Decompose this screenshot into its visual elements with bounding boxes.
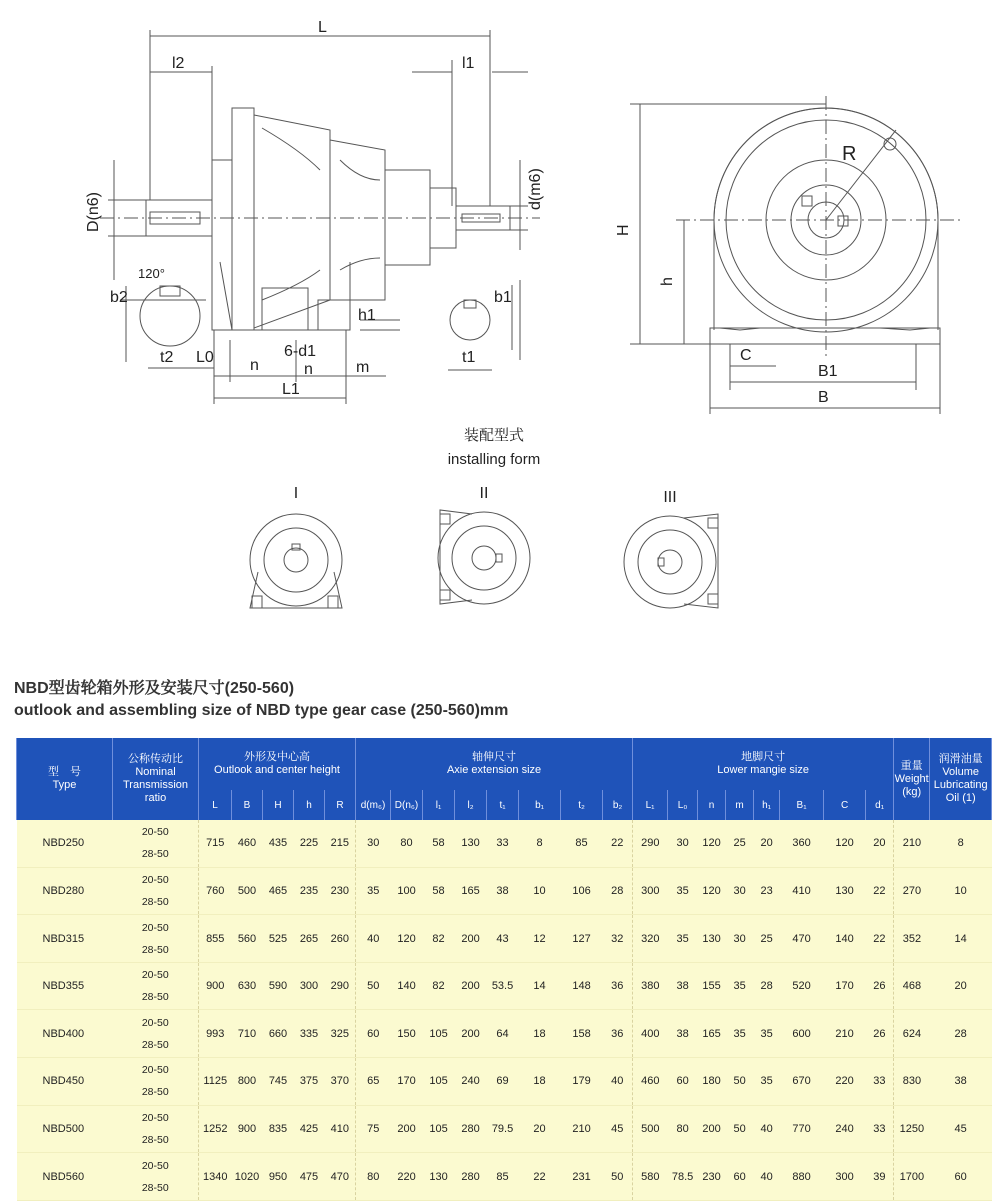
- value-cell: 148: [561, 962, 603, 1010]
- value-cell: 280: [455, 1105, 487, 1153]
- value-cell: 39: [866, 1153, 894, 1201]
- value-cell: 28: [603, 867, 633, 915]
- dim-label: D(n6): [85, 191, 102, 232]
- value-cell: 230: [325, 867, 356, 915]
- value-cell: 200: [455, 1010, 487, 1058]
- value-cell: 165: [455, 867, 487, 915]
- value-cell: 75: [356, 1105, 391, 1153]
- value-cell: 410: [325, 1105, 356, 1153]
- value-cell: 36: [603, 962, 633, 1010]
- header-ratio: 公称传动比 Nominal Transmission ratio: [113, 738, 199, 820]
- value-cell: 590: [263, 962, 294, 1010]
- value-cell: 770: [780, 1105, 824, 1153]
- value-cell: 225: [294, 820, 325, 867]
- value-cell: 140: [824, 915, 866, 963]
- value-cell: 38: [668, 962, 698, 1010]
- value-cell: 745: [263, 1058, 294, 1106]
- value-cell: 855: [199, 915, 232, 963]
- value-cell: 130: [698, 915, 726, 963]
- dim-label: b2: [110, 289, 128, 306]
- value-cell: 220: [391, 1153, 423, 1201]
- value-cell: 35: [754, 1010, 780, 1058]
- value-cell: 79.5: [487, 1105, 519, 1153]
- dim-label: d(m6): [527, 168, 544, 210]
- value-cell: 38: [668, 1010, 698, 1058]
- value-cell: 410: [780, 867, 824, 915]
- dim-label: H: [615, 224, 632, 236]
- value-cell: 80: [668, 1105, 698, 1153]
- value-cell: 1252: [199, 1105, 232, 1153]
- weight-cell: 352: [894, 915, 930, 963]
- column-header: C: [824, 790, 866, 820]
- table-row: [17, 1153, 992, 1201]
- value-cell: 35: [668, 867, 698, 915]
- ratio-value: 20-50: [141, 1016, 169, 1029]
- header-outlook: 外形及中心高 Outlook and center height: [199, 738, 356, 790]
- value-cell: 85: [487, 1153, 519, 1201]
- ratio-cell: [113, 867, 199, 915]
- value-cell: 25: [754, 915, 780, 963]
- value-cell: 231: [561, 1153, 603, 1201]
- value-cell: 23: [754, 867, 780, 915]
- value-cell: 12: [519, 915, 561, 963]
- ratio-cell: [113, 820, 199, 867]
- dim-label: l2: [172, 55, 185, 72]
- value-cell: 475: [294, 1153, 325, 1201]
- dim-label: L: [318, 19, 327, 36]
- installing-form-en: installing form: [447, 451, 541, 468]
- ratio-value: 20-50: [141, 1064, 169, 1077]
- column-header: l₂: [455, 790, 487, 820]
- value-cell: 1340: [199, 1153, 232, 1201]
- value-cell: 460: [633, 1058, 668, 1106]
- value-cell: 215: [325, 820, 356, 867]
- value-cell: 18: [519, 1058, 561, 1106]
- value-cell: 50: [726, 1058, 754, 1106]
- weight-cell: 1250: [894, 1105, 930, 1153]
- weight-cell: 468: [894, 962, 930, 1010]
- table-row: [17, 915, 992, 963]
- value-cell: 900: [199, 962, 232, 1010]
- value-cell: 360: [780, 820, 824, 867]
- value-cell: 520: [780, 962, 824, 1010]
- dim-label: 120°: [138, 266, 165, 281]
- value-cell: 30: [356, 820, 391, 867]
- header-axle: 轴伸尺寸 Axie extension size: [356, 738, 633, 790]
- value-cell: 43: [487, 915, 519, 963]
- dim-label: L1: [282, 381, 300, 398]
- value-cell: 58: [423, 820, 455, 867]
- value-cell: 230: [698, 1153, 726, 1201]
- column-header: L₀: [668, 790, 698, 820]
- value-cell: 120: [824, 820, 866, 867]
- value-cell: 20: [866, 820, 894, 867]
- value-cell: 370: [325, 1058, 356, 1106]
- value-cell: 8: [519, 820, 561, 867]
- ratio-cell: [113, 1153, 199, 1201]
- value-cell: 130: [824, 867, 866, 915]
- value-cell: 320: [633, 915, 668, 963]
- value-cell: 280: [455, 1153, 487, 1201]
- value-cell: 170: [391, 1058, 423, 1106]
- ratio-cell: [113, 962, 199, 1010]
- value-cell: 69: [487, 1058, 519, 1106]
- value-cell: 40: [754, 1105, 780, 1153]
- dim-label: L0: [196, 349, 214, 366]
- column-header: L: [199, 790, 232, 820]
- value-cell: 210: [561, 1105, 603, 1153]
- value-cell: 26: [866, 962, 894, 1010]
- table-row: [17, 1010, 992, 1058]
- value-cell: 18: [519, 1010, 561, 1058]
- oil-cell: 10: [930, 867, 992, 915]
- dim-label: R: [842, 143, 857, 165]
- variant-label-II: II: [479, 485, 489, 502]
- value-cell: 155: [698, 962, 726, 1010]
- value-cell: 630: [232, 962, 263, 1010]
- value-cell: 28: [754, 962, 780, 1010]
- value-cell: 200: [391, 1105, 423, 1153]
- variant-label-III: III: [663, 489, 677, 506]
- variant-III-drawing: [624, 514, 718, 608]
- value-cell: 20: [754, 820, 780, 867]
- value-cell: 22: [603, 820, 633, 867]
- value-cell: 22: [866, 915, 894, 963]
- installing-form-cn: 装配型式: [463, 427, 525, 444]
- value-cell: 500: [633, 1105, 668, 1153]
- dim-label: n: [304, 361, 313, 378]
- value-cell: 40: [754, 1153, 780, 1201]
- value-cell: 950: [263, 1153, 294, 1201]
- ratio-value: 20-50: [141, 921, 169, 934]
- value-cell: 32: [603, 915, 633, 963]
- variant-label-I: I: [293, 485, 299, 502]
- value-cell: 40: [356, 915, 391, 963]
- column-header: d(m₆): [356, 790, 391, 820]
- oil-cell: 45: [930, 1105, 992, 1153]
- ratio-value: 20-50: [141, 873, 169, 886]
- column-header: b₁: [519, 790, 561, 820]
- value-cell: 105: [423, 1058, 455, 1106]
- value-cell: 179: [561, 1058, 603, 1106]
- value-cell: 78.5: [668, 1153, 698, 1201]
- dim-label: B1: [818, 363, 838, 380]
- value-cell: 38: [487, 867, 519, 915]
- ratio-cell: [113, 1010, 199, 1058]
- value-cell: 335: [294, 1010, 325, 1058]
- value-cell: 60: [726, 1153, 754, 1201]
- value-cell: 200: [455, 915, 487, 963]
- value-cell: 660: [263, 1010, 294, 1058]
- dim-label: C: [740, 347, 752, 364]
- value-cell: 800: [232, 1058, 263, 1106]
- section-title: [14, 678, 508, 722]
- value-cell: 50: [356, 962, 391, 1010]
- front-view-drawing: [630, 96, 960, 414]
- value-cell: 14: [519, 962, 561, 1010]
- value-cell: 58: [423, 867, 455, 915]
- value-cell: 265: [294, 915, 325, 963]
- value-cell: 465: [263, 867, 294, 915]
- value-cell: 170: [824, 962, 866, 1010]
- ratio-cell: [113, 1058, 199, 1106]
- weight-cell: 830: [894, 1058, 930, 1106]
- oil-cell: 8: [930, 820, 992, 867]
- table-row: [17, 1105, 992, 1153]
- header-oil: 润滑油量 Volume Lubricating Oil (1): [930, 738, 992, 820]
- dim-label: t1: [462, 349, 476, 366]
- weight-cell: 210: [894, 820, 930, 867]
- column-header: n: [698, 790, 726, 820]
- value-cell: 425: [294, 1105, 325, 1153]
- value-cell: 130: [423, 1153, 455, 1201]
- value-cell: 300: [633, 867, 668, 915]
- dimension-table: [16, 738, 992, 1201]
- value-cell: 53.5: [487, 962, 519, 1010]
- value-cell: 235: [294, 867, 325, 915]
- oil-cell: 38: [930, 1058, 992, 1106]
- ratio-value: 28-50: [141, 1038, 169, 1051]
- value-cell: 33: [866, 1105, 894, 1153]
- value-cell: 470: [780, 915, 824, 963]
- value-cell: 127: [561, 915, 603, 963]
- value-cell: 460: [232, 820, 263, 867]
- value-cell: 25: [726, 820, 754, 867]
- value-cell: 64: [487, 1010, 519, 1058]
- value-cell: 200: [455, 962, 487, 1010]
- dim-label: n: [250, 357, 259, 374]
- value-cell: 35: [726, 1010, 754, 1058]
- value-cell: 35: [754, 1058, 780, 1106]
- ratio-value: 28-50: [141, 1134, 169, 1147]
- oil-cell: 20: [930, 962, 992, 1010]
- column-header: m: [726, 790, 754, 820]
- column-header: t₁: [487, 790, 519, 820]
- value-cell: 30: [726, 915, 754, 963]
- value-cell: 60: [668, 1058, 698, 1106]
- value-cell: 10: [519, 867, 561, 915]
- type-cell: NBD400: [17, 1010, 113, 1058]
- value-cell: 26: [866, 1010, 894, 1058]
- value-cell: 120: [698, 820, 726, 867]
- oil-cell: 60: [930, 1153, 992, 1201]
- value-cell: 580: [633, 1153, 668, 1201]
- type-cell: NBD500: [17, 1105, 113, 1153]
- value-cell: 60: [356, 1010, 391, 1058]
- dim-label: b1: [494, 289, 512, 306]
- weight-cell: 1700: [894, 1153, 930, 1201]
- value-cell: 560: [232, 915, 263, 963]
- column-header: R: [325, 790, 356, 820]
- value-cell: 200: [698, 1105, 726, 1153]
- section-title-en: outlook and assembling size of NBD type gear case (250-560)mm: [14, 702, 509, 719]
- table-row: [17, 820, 992, 867]
- table-row: [17, 962, 992, 1010]
- table-row: [17, 867, 992, 915]
- ratio-value: 20-50: [141, 826, 169, 839]
- header-foot: 地脚尺寸 Lower mangie size: [633, 738, 894, 790]
- value-cell: 50: [603, 1153, 633, 1201]
- dim-label: t2: [160, 349, 174, 366]
- value-cell: 140: [391, 962, 423, 1010]
- value-cell: 120: [698, 867, 726, 915]
- value-cell: 106: [561, 867, 603, 915]
- value-cell: 65: [356, 1058, 391, 1106]
- value-cell: 180: [698, 1058, 726, 1106]
- header-weight: 重量 Weight (kg): [894, 738, 930, 820]
- value-cell: 993: [199, 1010, 232, 1058]
- value-cell: 260: [325, 915, 356, 963]
- ratio-value: 20-50: [141, 969, 169, 982]
- value-cell: 715: [199, 820, 232, 867]
- type-cell: NBD250: [17, 820, 113, 867]
- column-header: h₁: [754, 790, 780, 820]
- column-header: D(n₆): [391, 790, 423, 820]
- value-cell: 165: [698, 1010, 726, 1058]
- value-cell: 835: [263, 1105, 294, 1153]
- ratio-value: 28-50: [141, 943, 169, 956]
- type-cell: NBD355: [17, 962, 113, 1010]
- oil-cell: 14: [930, 915, 992, 963]
- value-cell: 130: [455, 820, 487, 867]
- dim-label: h1: [358, 307, 376, 324]
- value-cell: 80: [356, 1153, 391, 1201]
- value-cell: 240: [455, 1058, 487, 1106]
- value-cell: 400: [633, 1010, 668, 1058]
- side-view-drawing: [100, 30, 540, 404]
- ratio-cell: [113, 1105, 199, 1153]
- value-cell: 35: [356, 867, 391, 915]
- value-cell: 470: [325, 1153, 356, 1201]
- value-cell: 30: [668, 820, 698, 867]
- value-cell: 220: [824, 1058, 866, 1106]
- dim-label: m: [356, 359, 370, 376]
- value-cell: 325: [325, 1010, 356, 1058]
- value-cell: 33: [487, 820, 519, 867]
- column-header: b₂: [603, 790, 633, 820]
- value-cell: 36: [603, 1010, 633, 1058]
- weight-cell: 270: [894, 867, 930, 915]
- value-cell: 82: [423, 915, 455, 963]
- column-header: H: [263, 790, 294, 820]
- ratio-value: 28-50: [141, 1181, 169, 1194]
- ratio-value: 28-50: [141, 991, 169, 1004]
- section-title-cn: NBD型齿轮箱外形及安装尺寸(250-560): [14, 680, 295, 697]
- column-header: t₂: [561, 790, 603, 820]
- ratio-value: 28-50: [141, 1086, 169, 1099]
- value-cell: 710: [232, 1010, 263, 1058]
- column-header: d₁: [866, 790, 894, 820]
- value-cell: 40: [603, 1058, 633, 1106]
- value-cell: 300: [294, 962, 325, 1010]
- variant-II-drawing: [438, 510, 530, 604]
- type-cell: NBD315: [17, 915, 113, 963]
- value-cell: 435: [263, 820, 294, 867]
- ratio-cell: [113, 915, 199, 963]
- type-cell: NBD560: [17, 1153, 113, 1201]
- value-cell: 85: [561, 820, 603, 867]
- dim-label: l1: [462, 55, 475, 72]
- value-cell: 22: [866, 867, 894, 915]
- column-header: B: [232, 790, 263, 820]
- column-header: l₁: [423, 790, 455, 820]
- value-cell: 105: [423, 1010, 455, 1058]
- value-cell: 290: [633, 820, 668, 867]
- value-cell: 22: [519, 1153, 561, 1201]
- dim-label: h: [659, 277, 676, 286]
- value-cell: 380: [633, 962, 668, 1010]
- value-cell: 20: [519, 1105, 561, 1153]
- value-cell: 600: [780, 1010, 824, 1058]
- value-cell: 1125: [199, 1058, 232, 1106]
- oil-cell: 28: [930, 1010, 992, 1058]
- value-cell: 880: [780, 1153, 824, 1201]
- column-header: L₁: [633, 790, 668, 820]
- value-cell: 240: [824, 1105, 866, 1153]
- value-cell: 33: [866, 1058, 894, 1106]
- value-cell: 900: [232, 1105, 263, 1153]
- dim-label: B: [818, 389, 829, 406]
- value-cell: 45: [603, 1105, 633, 1153]
- variant-I-drawing: [250, 514, 342, 608]
- weight-cell: 624: [894, 1010, 930, 1058]
- type-cell: NBD450: [17, 1058, 113, 1106]
- column-header: B₁: [780, 790, 824, 820]
- value-cell: 82: [423, 962, 455, 1010]
- type-cell: NBD280: [17, 867, 113, 915]
- ratio-value: 20-50: [141, 1159, 169, 1172]
- value-cell: 210: [824, 1010, 866, 1058]
- value-cell: 50: [726, 1105, 754, 1153]
- value-cell: 525: [263, 915, 294, 963]
- value-cell: 760: [199, 867, 232, 915]
- value-cell: 30: [726, 867, 754, 915]
- value-cell: 500: [232, 867, 263, 915]
- ratio-value: 20-50: [141, 1112, 169, 1125]
- value-cell: 100: [391, 867, 423, 915]
- value-cell: 120: [391, 915, 423, 963]
- value-cell: 35: [726, 962, 754, 1010]
- value-cell: 150: [391, 1010, 423, 1058]
- header-type: 型 号 Type: [17, 738, 113, 820]
- table-row: [17, 1058, 992, 1106]
- value-cell: 300: [824, 1153, 866, 1201]
- column-header: h: [294, 790, 325, 820]
- value-cell: 158: [561, 1010, 603, 1058]
- value-cell: 1020: [232, 1153, 263, 1201]
- value-cell: 290: [325, 962, 356, 1010]
- dim-label: 6-d1: [284, 343, 317, 360]
- value-cell: 80: [391, 820, 423, 867]
- value-cell: 375: [294, 1058, 325, 1106]
- value-cell: 35: [668, 915, 698, 963]
- value-cell: 670: [780, 1058, 824, 1106]
- value-cell: 105: [423, 1105, 455, 1153]
- ratio-value: 28-50: [141, 848, 169, 861]
- ratio-value: 28-50: [141, 895, 169, 908]
